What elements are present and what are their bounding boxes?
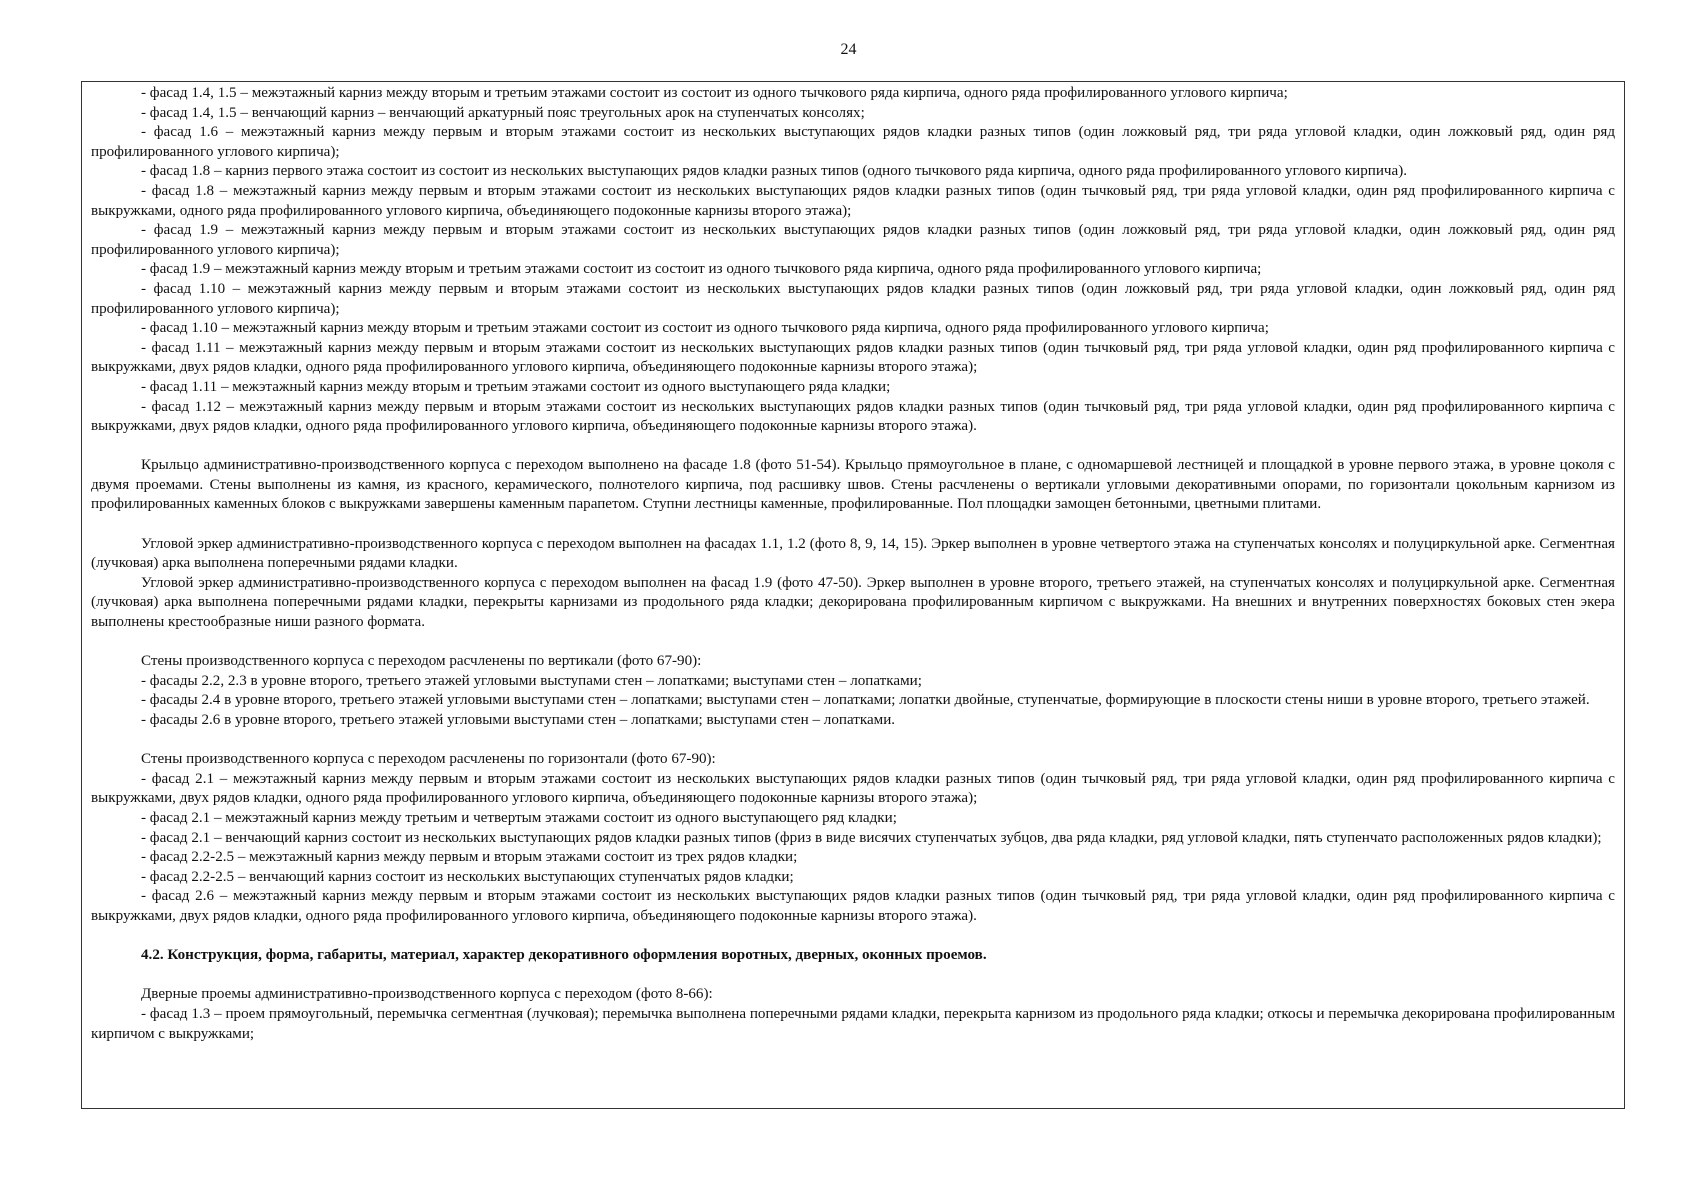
paragraph-facade-2-2-2-5-interfloor: - фасад 2.2-2.5 – межэтажный карниз между первым и вторым этажами состоит из трех рядов кладки; <box>141 849 798 866</box>
document-frame <box>81 81 1625 1109</box>
paragraph-facade-1-4-interfloor: - фасад 1.4, 1.5 – межэтажный карниз между вторым и третьим этажами состоит из состоит из одного тычкового ряда кирпича, одного ряда профилированного углового кирпича; <box>141 85 1288 101</box>
paragraph-walls-horizontal-intro: Стены производственного корпуса с переходом расчленены по горизонтали (фото 67-90): <box>141 751 716 768</box>
paragraph-facade-1-9-second: - фасад 1.9 – межэтажный карниз между вторым и третьим этажами состоит из состоит из одного тычкового ряда кирпича, одного ряда профилированного углового кирпича; <box>141 261 1262 278</box>
paragraph-corner-bay-2: Угловой эркер административно-производственного корпуса с переходом выполнен на фасад 1.9 (фото 47-50). Эркер выполнен в уровне второго, третьего этажей, на ступенчатых консолях и полуциркульной арке. Сегментная (лучковая) арка выполнена поперечными рядами кладки, перекрыты карнизами из продольного ряда кладки; декорирована профилированным кирпичом с выкружками. На внешних и внутренних поверхностях боковых стен экера выполнены крестообразные ниши разного формата. <box>91 574 1615 631</box>
paragraph-facade-2-2-2-5-crowning: - фасад 2.2-2.5 – венчающий карниз состоит из нескольких выступающих ступенчатых рядов кладки; <box>141 868 794 885</box>
paragraph-facade-2-1-crowning: - фасад 2.1 – венчающий карниз состоит из нескольких выступающих рядов кладки разных типов (фриз в виде висячих ступенчатых зубцов, два ряда кладки, ряд угловой кладки, пять ступенчато расположенных рядов кладки); <box>141 829 1602 846</box>
page-number: 24 <box>840 41 857 58</box>
paragraph-walls-vertical-intro: Стены производственного корпуса с переходом расчленены по вертикали (фото 67-90): <box>141 653 702 670</box>
paragraph-corner-bay-1: Угловой эркер административно-производственного корпуса с переходом выполнен на фасадах 1.1, 1.2 (фото 8, 9, 14, 15). Эркер выполнен в уровне четвертого этажа на ступенчатых консолях и полуциркульной арке. Сегментная (лучковая) арка выполнена поперечными рядами кладки. <box>91 535 1615 572</box>
section-heading-4-2: 4.2. Конструкция, форма, габариты, материал, характер декоративного оформления воротных, дверных, оконных проемов. <box>141 947 987 964</box>
paragraph-facade-1-9-first: - фасад 1.9 – межэтажный карниз между первым и вторым этажами состоит из нескольких выступающих рядов кладки разных типов (один ложковый ряд, три ряда угловой кладки, один ложковый ряд, один ряд профилированного углового кирпича); <box>91 222 1615 258</box>
paragraph-facade-1-6: - фасад 1.6 – межэтажный карниз между первым и вторым этажами состоит из нескольких выступающих рядов кладки разных типов (один ложковый ряд, три ряда угловой кладки, один ложковый ряд, один ряд профилированного углового кирпича); <box>91 124 1615 160</box>
paragraph-facade-1-3-door: - фасад 1.3 – проем прямоугольный, перемычка сегментная (лучковая); перемычка выполнена поперечными рядами кладки, перекрыта карнизом из продольного ряда кладки; откосы и перемычка декорирована профилированным кирпичом с выкружками; <box>91 1005 1615 1042</box>
paragraph-facade-2-1-interfloor-1: - фасад 2.1 – межэтажный карниз между первым и вторым этажами состоит из нескольких выступающих рядов кладки разных типов (один тычковый ряд, три ряда угловой кладки, один ряд профилированного кирпича с выкружками, двух рядов кладки, одного ряда профилированного углового кирпича, объединяющего подоконные карнизы второго этажа); <box>91 770 1615 807</box>
paragraph-facades-2-4: - фасады 2.4 в уровне второго, третьего этажей угловыми выступами стен – лопатками; выступами стен – лопатками; лопатки двойные, ступенчатые, формирующие в плоскости стены ниши в уровне второго, третьего этажей. <box>141 692 1590 709</box>
paragraph-facades-2-6: - фасады 2.6 в уровне второго, третьего этажей угловыми выступами стен – лопатками; выступами стен – лопатками. <box>141 712 896 728</box>
paragraph-facade-1-8-interfloor: - фасад 1.8 – межэтажный карниз между первым и вторым этажами состоит из нескольких выступающих рядов кладки разных типов (один тычковый ряд, три ряда угловой кладки, один ряд профилированного кирпича с выкружками, одного ряда профилированного углового кирпича, объединяющего подоконные карнизы второго этажа); <box>91 182 1615 219</box>
paragraph-facade-2-6-interfloor: - фасад 2.6 – межэтажный карниз между первым и вторым этажами состоит из нескольких выступающих рядов кладки разных типов (один тычковый ряд, три ряда угловой кладки, один ряд профилированного кирпича с выкружками, двух рядов кладки, одного ряда профилированного углового кирпича, объединяющего подоконные карнизы второго этажа). <box>91 888 1615 924</box>
paragraph-facades-2-2-2-3: - фасады 2.2, 2.3 в уровне второго, третьего этажей угловыми выступами стен – лопатками; выступами стен – лопатками; <box>141 672 922 689</box>
paragraph-facade-1-11-first: - фасад 1.11 – межэтажный карниз между первым и вторым этажами состоит из нескольких выступающих рядов кладки разных типов (один тычковый ряд, три ряда угловой кладки, один ряд профилированного кирпича с выкружками, двух рядов кладки, одного ряда профилированного углового кирпича, объединяющего подоконные карнизы второго этажа); <box>91 339 1615 376</box>
paragraph-facade-1-10-first: - фасад 1.10 – межэтажный карниз между первым и вторым этажами состоит из нескольких выступающих рядов кладки разных типов (один ложковый ряд, три ряда угловой кладки, один ложковый ряд, один ряд профилированного углового кирпича); <box>91 280 1615 317</box>
paragraph-door-openings-intro: Дверные проемы административно-производственного корпуса с переходом (фото 8-66): <box>141 986 713 1003</box>
paragraph-facade-1-11-second: - фасад 1.11 – межэтажный карниз между вторым и третьим этажами состоит из одного выступающего ряда кладки; <box>141 378 891 395</box>
paragraph-facade-1-12: - фасад 1.12 – межэтажный карниз между первым и вторым этажами состоит из нескольких выступающих рядов кладки разных типов (один тычковый ряд, три ряда угловой кладки, один ряд профилированного кирпича с выкружками, двух рядов кладки, одного ряда профилированного углового кирпича, объединяющего подоконные карнизы второго этажа). <box>91 398 1615 435</box>
paragraph-facade-1-10-second: - фасад 1.10 – межэтажный карниз между вторым и третьим этажами состоит из состоит из одного тычкового ряда кирпича, одного ряда профилированного углового кирпича; <box>141 320 1269 337</box>
paragraph-facade-1-4-crowning: - фасад 1.4, 1.5 – венчающий карниз – венчающий аркатурный пояс треугольных арок на ступенчатых консолях; <box>141 104 865 121</box>
paragraph-porch: Крыльцо административно-производственного корпуса с переходом выполнено на фасаде 1.8 (фото 51-54). Крыльцо прямоугольное в плане, с одномаршевой лестницей и площадкой в уровне первого этажа, в уровне цоколя с двумя проемами. Стены выполнены из камня, из красного, керамического, полнотелого кирпича, под расшивку швов. Стены расчленены о вертикали угловыми декоративными опорами, по горизонтали цокольным карнизом из профилированных каменных блоков с выкружками завершены каменным парапетом. Ступни лестницы каменные, профилированные. Пол площадки замощен бетонными, цветными плитами. <box>91 457 1615 513</box>
paragraph-facade-1-8-first-floor: - фасад 1.8 – карниз первого этажа состоит из состоит из нескольких выступающих рядов кладки разных типов (одного тычкового ряда кирпича, одного ряда профилированного углового кирпича). <box>141 163 1408 180</box>
paragraph-facade-2-1-interfloor-3: - фасад 2.1 – межэтажный карниз между третьим и четвертым этажами состоит из одного выступающего ряд кладки; <box>141 809 897 826</box>
